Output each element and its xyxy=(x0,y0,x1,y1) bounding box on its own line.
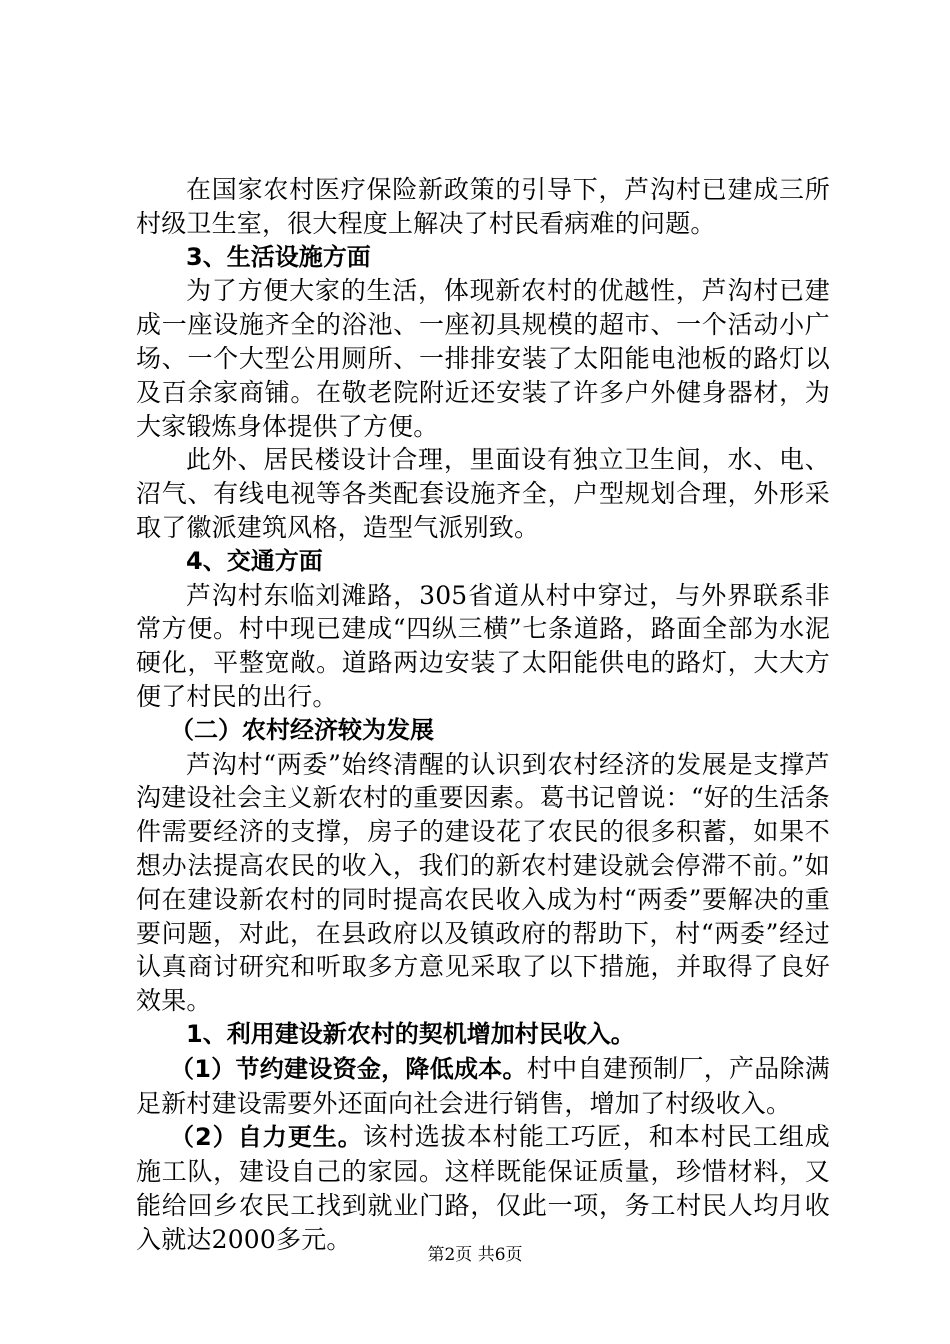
paragraph-residential: 此外、居民楼设计合理，里面设有独立卫生间，水、电、沼气、有线电视等各类配套设施齐全，户型规划合理，外形采取了徽派建筑风格，造型气派别致。 xyxy=(136,445,830,542)
paragraph-transport: 芦沟村东临刘滩路，305省道从村中穿过，与外界联系非常方便。村中现已建成“四纵三横”七条道路，路面全部为水泥硬化，平整宽敞。道路两边安装了太阳能供电的路灯，大大方便了村民的出行。 xyxy=(136,580,830,711)
item-self-reliance-text: 该村选拔本村能工巧匠，和本村民工组成施工队，建设自己的家园。这样既能保证质量，珍惜材料，又能给回乡农民工找到就业门路，仅此一项，务工村民人均月收入就达2000多元。 xyxy=(136,1122,830,1254)
item-self-reliance-title: （2）自力更生。 xyxy=(170,1123,363,1152)
page-number: 第2页 共6页 xyxy=(427,1245,523,1265)
document-body xyxy=(136,173,830,1257)
heading-rural-economy: （二）农村经济较为发展 xyxy=(170,715,434,744)
paragraph-health: 在国家农村医疗保险新政策的引导下，芦沟村已建成三所村级卫生室，很大程度上解决了村民看病难的问题。 xyxy=(136,175,830,238)
heading-transport: 4、交通方面 xyxy=(186,546,323,575)
paragraph-self-reliance xyxy=(136,1120,830,1256)
paragraph-living-facilities: 为了方便大家的生活，体现新农村的优越性，芦沟村已建成一座设施齐全的浴池、一座初具规模的超市、一个活动小广场、一个大型公用厕所、一排排安装了太阳能电池板的路灯以及百余家商铺。在敬老院附近还安装了许多户外健身器材，为大家锻炼身体提供了方便。 xyxy=(136,276,830,441)
paragraph-save-funds xyxy=(136,1052,830,1121)
heading-living-facilities: 3、生活设施方面 xyxy=(186,242,371,271)
paragraph-rural-economy: 芦沟村“两委”始终清醒的认识到农村经济的发展是支撑芦沟建设社会主义新农村的重要因素。葛书记曾说：“好的生活条件需要经济的支撑，房子的建设花了农民的很多积蓄，如果不想办法提高农民的收入，我们的新农村建设就会停滞不前。”如何在建设新农村的同时提高农民收入成为村“两委”要解决的重要问题，对此，在县政府以及镇政府的帮助下，村“两委”经过认真商讨研究和听取多方意见采取了以下措施，并取得了良好效果。 xyxy=(136,749,830,1016)
item-save-funds-text: 村中自建预制厂，产品除满足新村建设需要外还面向社会进行销售，增加了村级收入。 xyxy=(136,1053,830,1118)
heading-increase-income: 1、利用建设新农村的契机增加村民收入。 xyxy=(186,1019,635,1048)
item-save-funds-title: （1）节约建设资金，降低成本。 xyxy=(170,1054,527,1083)
